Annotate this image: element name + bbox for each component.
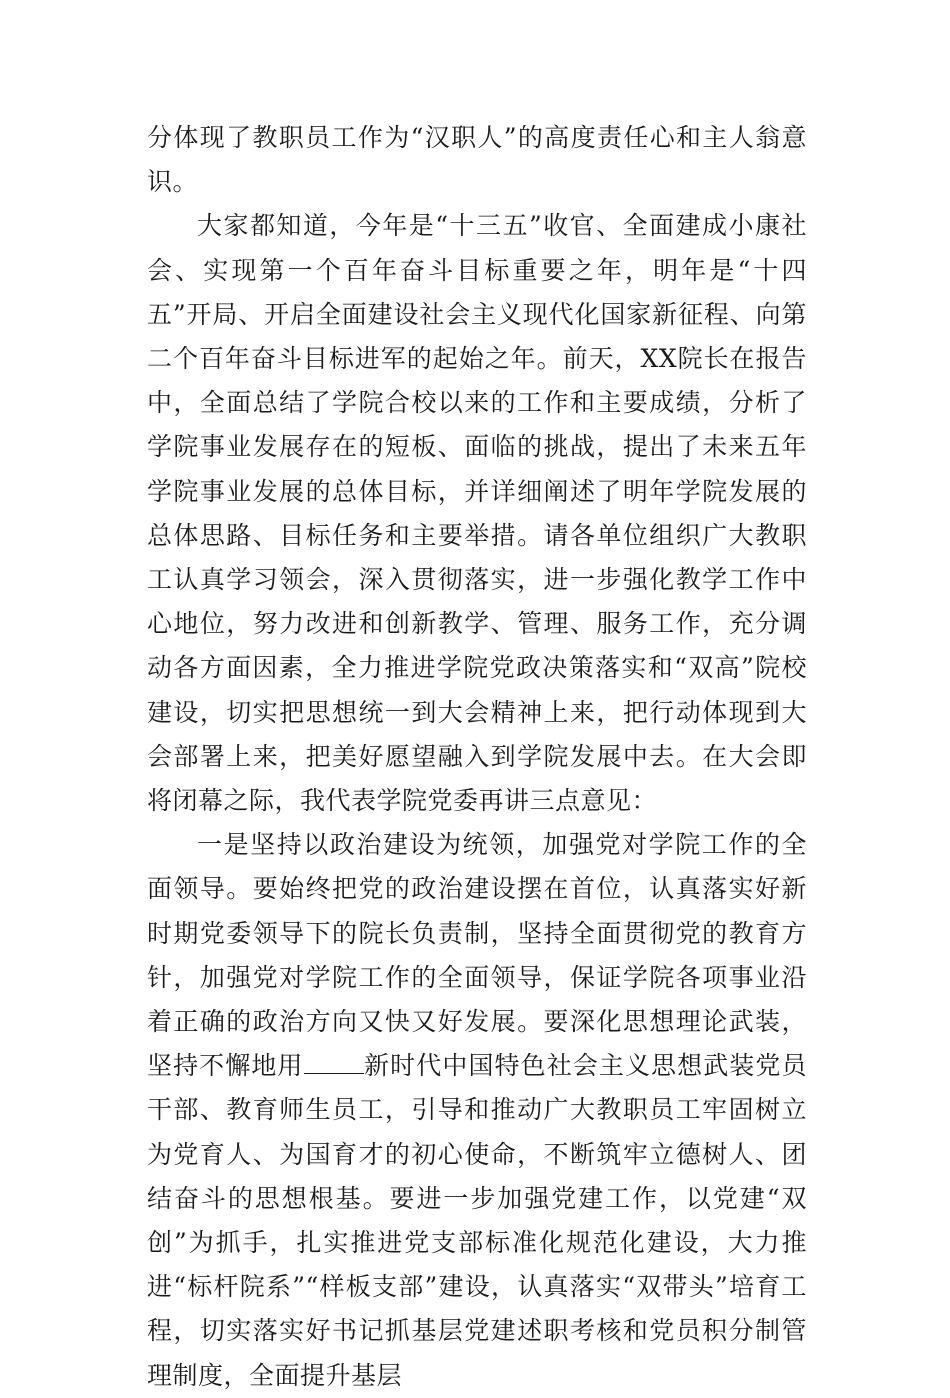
paragraph-general-remarks: 大家都知道，今年是“十三五”收官、全面建成小康社会、实现第一个百年奋斗目标重要之年，明年是“十四五”开局、开启全面建设社会主义现代化国家新征程、向第二个百年奋斗目标进军的起始之年。前天，XX院长在报告中，全面总结了学院合校以来的工作和主要成绩，分析了学院事业发展存在的短板、面临的挑战，提出了未来五年学院事业发展的总体目标，并详细阐述了明年学院发展的总体思路、目标任务和主要举措。请各单位组织广大教职工认真学习领会，深入贯彻落实，进一步强化教学工作中心地位，努力改进和创新教学、管理、服务工作，充分调动各方面因素，全力推进学院党政决策落实和“双高”院校建设，切实把思想统一到大会精神上来，把行动体现到大会部署上来，把美好愿望融入到学院发展中去。在大会即将闭幕之际，我代表学院党委再讲三点意见：	[147, 211, 807, 816]
paragraph-point-one	[147, 823, 807, 1398]
document-body	[147, 116, 807, 1398]
fill-in-blank	[304, 1049, 364, 1074]
paragraph-continuation: 分体现了教职员工作为“汉职人”的高度责任心和主人翁意识。	[147, 123, 807, 197]
paragraph-point-one-text-before: 一是坚持以政治建设为统领，加强党对学院工作的全面领导。要始终把党的政治建设摆在首位，认真落实好新时期党委领导下的院长负责制，坚持全面贯彻党的教育方针，加强党对学院工作的全面领导，保证学院各项事业沿着正确的政治方向又快又好发展。要深化思想理论武装，坚持不懈地用	[147, 830, 807, 1081]
paragraph-point-one-text-after: 新时代中国特色社会主义思想武装党员干部、教育师生员工，引导和推动广大教职员工牢固树立为党育人、为国育才的初心使命，不断筑牢立德树人、团结奋斗的思想根基。要进一步加强党建工作，以党建“双创”为抓手，扎实推进党支部标准化规范化建设，大力推进“标杆院系”“样板支部”建设，认真落实“双带头”培育工程，切实落实好书记抓基层党建述职考核和党员积分制管理制度，全面提升基层	[147, 1051, 807, 1390]
